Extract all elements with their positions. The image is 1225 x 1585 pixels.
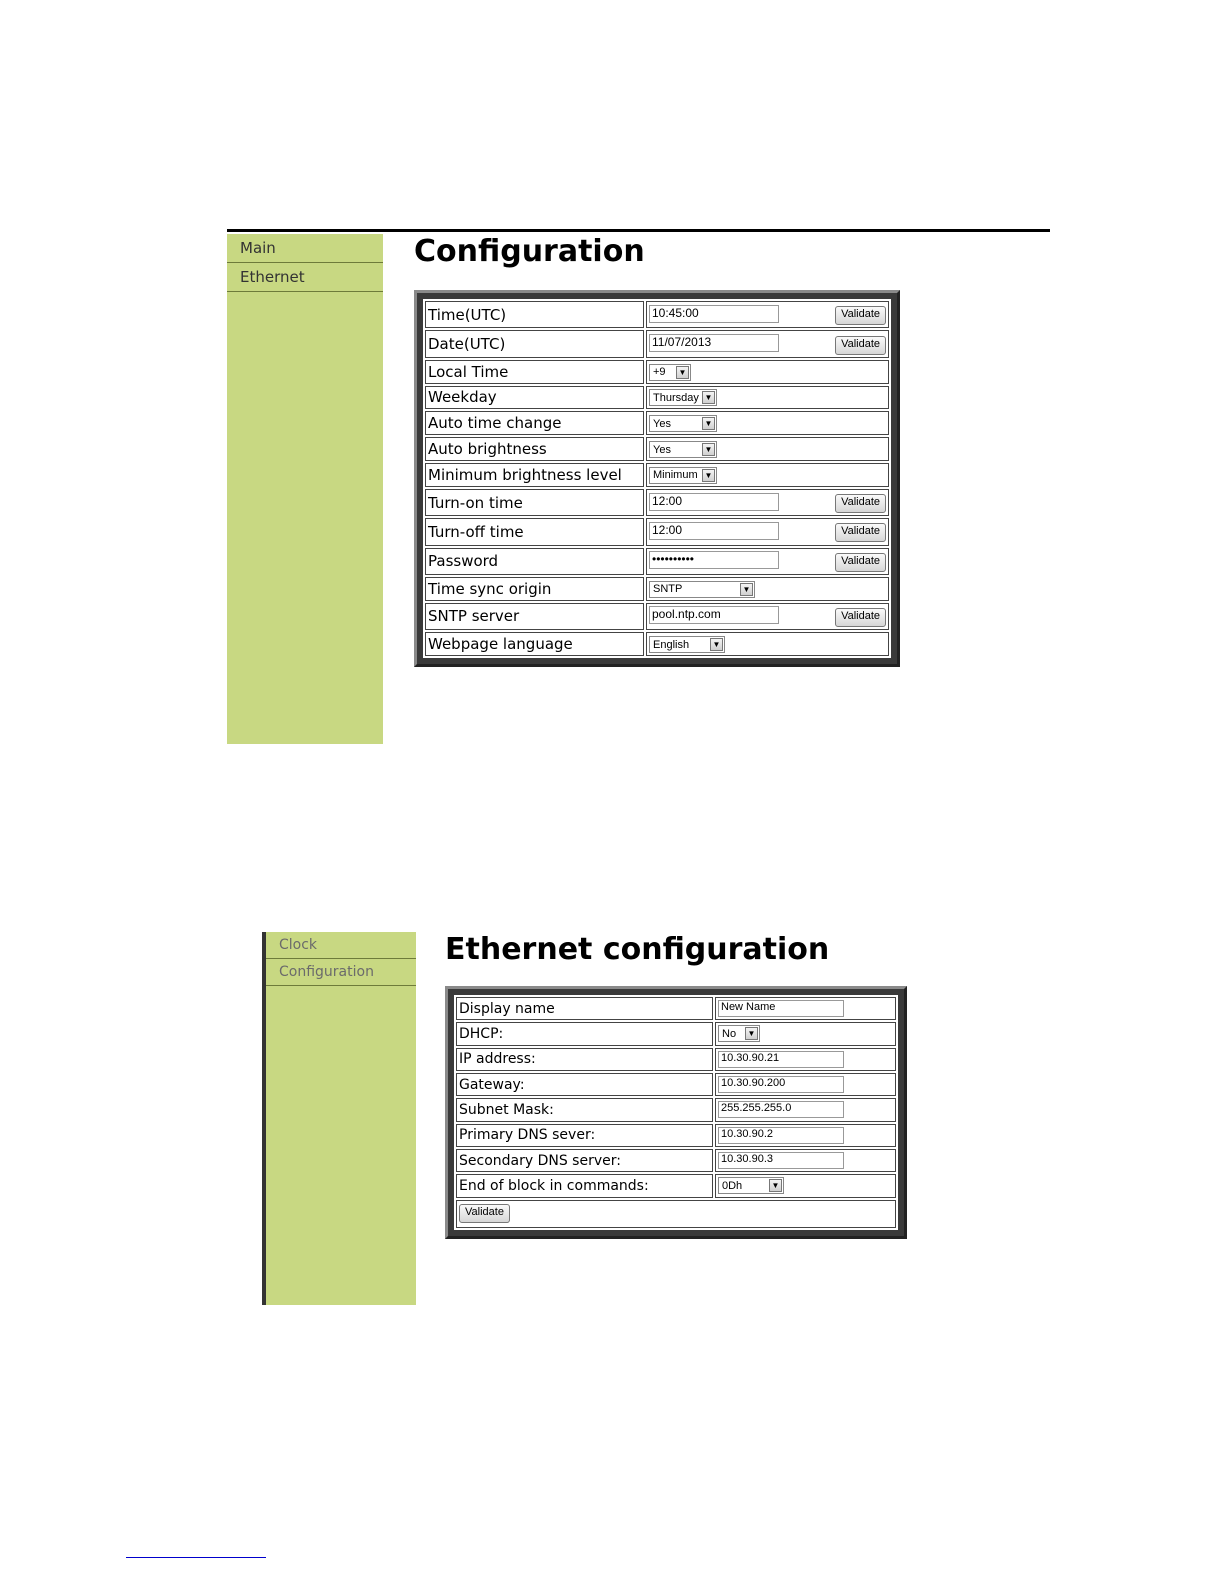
password-input[interactable]: •••••••••• [649, 551, 779, 569]
row-label: Webpage language [425, 632, 644, 656]
table-row [456, 1073, 896, 1096]
auto-brightness-value: Yes [653, 443, 671, 456]
auto-time-change-value: Yes [653, 417, 671, 430]
row-label: Minimum brightness level [425, 463, 644, 487]
end-of-block-select[interactable] [718, 1177, 784, 1194]
table-row [425, 632, 889, 656]
table-row [456, 1200, 896, 1228]
row-control [646, 603, 889, 630]
time-sync-origin-select[interactable] [649, 581, 755, 598]
table-row [456, 997, 896, 1020]
sidebar-item-clock[interactable]: Clock [266, 932, 416, 959]
turn-off-time-input[interactable]: 12:00 [649, 522, 779, 540]
weekday-value: Thursday [653, 391, 699, 404]
local-time-value: +9 [653, 366, 666, 379]
auto-brightness-select[interactable] [649, 441, 717, 458]
sntp-server-input[interactable]: pool.ntp.com [649, 606, 779, 624]
row-label: DHCP: [456, 1022, 713, 1045]
row-control [646, 632, 889, 656]
row-control [715, 1048, 896, 1071]
webpage-language-select[interactable] [649, 636, 725, 653]
subnet-mask-input[interactable]: 255.255.255.0 [718, 1101, 844, 1118]
gateway-input[interactable]: 10.30.90.200 [718, 1076, 844, 1093]
table-row [425, 548, 889, 575]
row-control [715, 997, 896, 1020]
end-of-block-value: 0Dh [722, 1179, 743, 1192]
webpage-language-value: English [653, 638, 690, 651]
validate-turn-on-button[interactable]: Validate [835, 494, 886, 513]
validate-ethernet-button[interactable]: Validate [459, 1204, 510, 1223]
table-row [425, 437, 889, 461]
row-label: Auto brightness [425, 437, 644, 461]
sidebar-item-ethernet[interactable]: Ethernet [227, 263, 383, 292]
time-sync-origin-value: SNTP [653, 583, 683, 596]
row-control [715, 1174, 896, 1197]
table-row [456, 1174, 896, 1197]
row-control [646, 548, 889, 575]
display-name-input[interactable]: New Name [718, 1000, 844, 1017]
validate-turn-off-button[interactable]: Validate [835, 523, 886, 542]
validate-time-button[interactable]: Validate [835, 306, 886, 325]
minimum-brightness-select[interactable] [649, 467, 717, 484]
footnote-rule [126, 1557, 266, 1558]
table-row [425, 301, 889, 328]
table-row [425, 330, 889, 357]
row-control [646, 360, 889, 384]
auto-time-change-select[interactable] [649, 415, 717, 432]
chevron-down-icon[interactable]: ▼ [769, 1179, 782, 1192]
turn-on-time-input[interactable]: 12:00 [649, 493, 779, 511]
row-control [646, 411, 889, 435]
chevron-down-icon[interactable]: ▼ [745, 1027, 758, 1040]
table-row [425, 360, 889, 384]
clock-config-table [423, 299, 891, 658]
validate-password-button[interactable]: Validate [835, 553, 886, 572]
row-label: Date(UTC) [425, 330, 644, 357]
table-row [425, 577, 889, 601]
page-title: Ethernet configuration [445, 932, 830, 967]
row-control [646, 577, 889, 601]
weekday-select[interactable] [649, 389, 717, 406]
row-control [715, 1022, 896, 1045]
row-label: Time sync origin [425, 577, 644, 601]
chevron-down-icon[interactable]: ▼ [702, 443, 715, 456]
sidebar-item-configuration[interactable]: Configuration [266, 959, 416, 986]
row-control [646, 463, 889, 487]
top-divider [227, 229, 1050, 232]
button-row [456, 1200, 896, 1228]
table-row [425, 518, 889, 545]
chevron-down-icon[interactable]: ▼ [740, 583, 753, 596]
table-row [456, 1124, 896, 1147]
time-utc-input[interactable]: 10:45:00 [649, 305, 779, 323]
ip-address-input[interactable]: 10.30.90.21 [718, 1051, 844, 1068]
primary-dns-input[interactable]: 10.30.90.2 [718, 1127, 844, 1144]
chevron-down-icon[interactable]: ▼ [702, 417, 715, 430]
table-row [425, 386, 889, 410]
chevron-down-icon[interactable]: ▼ [702, 469, 715, 482]
validate-date-button[interactable]: Validate [835, 336, 886, 355]
row-label: End of block in commands: [456, 1174, 713, 1197]
row-label: SNTP server [425, 603, 644, 630]
minimum-brightness-value: Minimum [653, 469, 698, 482]
date-utc-input[interactable]: 11/07/2013 [649, 334, 779, 352]
validate-sntp-button[interactable]: Validate [835, 608, 886, 627]
row-label: Primary DNS sever: [456, 1124, 713, 1147]
sidebar-ethernet [266, 932, 416, 1305]
row-control [715, 1073, 896, 1096]
row-label: Time(UTC) [425, 301, 644, 328]
local-time-select[interactable] [649, 364, 691, 381]
dhcp-select[interactable] [718, 1025, 760, 1042]
row-control [715, 1098, 896, 1121]
row-control [646, 330, 889, 357]
row-control [646, 489, 889, 516]
ethernet-config-table [454, 995, 898, 1230]
secondary-dns-input[interactable]: 10.30.90.3 [718, 1152, 844, 1169]
row-label: Display name [456, 997, 713, 1020]
table-row [456, 1022, 896, 1045]
row-control [646, 386, 889, 410]
page-title: Configuration [414, 234, 645, 269]
table-row [456, 1098, 896, 1121]
row-control [646, 301, 889, 328]
row-label: Secondary DNS server: [456, 1149, 713, 1172]
row-label: Turn-off time [425, 518, 644, 545]
table-row [425, 463, 889, 487]
row-label: Weekday [425, 386, 644, 410]
chevron-down-icon[interactable]: ▼ [710, 638, 723, 651]
table-row [456, 1149, 896, 1172]
row-label: IP address: [456, 1048, 713, 1071]
row-label: Password [425, 548, 644, 575]
table-row [425, 411, 889, 435]
row-label: Local Time [425, 360, 644, 384]
row-label: Auto time change [425, 411, 644, 435]
row-control [715, 1124, 896, 1147]
table-row [425, 489, 889, 516]
row-control [715, 1149, 896, 1172]
table-row [425, 603, 889, 630]
table-row [456, 1048, 896, 1071]
row-control [646, 518, 889, 545]
row-label: Gateway: [456, 1073, 713, 1096]
sidebar-item-main[interactable]: Main [227, 234, 383, 263]
sidebar-clock [227, 234, 383, 744]
dhcp-value: No [722, 1027, 737, 1040]
ethernet-config-panel [445, 986, 907, 1239]
row-label: Subnet Mask: [456, 1098, 713, 1121]
chevron-down-icon[interactable]: ▼ [702, 391, 715, 404]
clock-config-panel [414, 290, 900, 667]
chevron-down-icon[interactable]: ▼ [676, 366, 689, 379]
row-label: Turn-on time [425, 489, 644, 516]
row-control [646, 437, 889, 461]
